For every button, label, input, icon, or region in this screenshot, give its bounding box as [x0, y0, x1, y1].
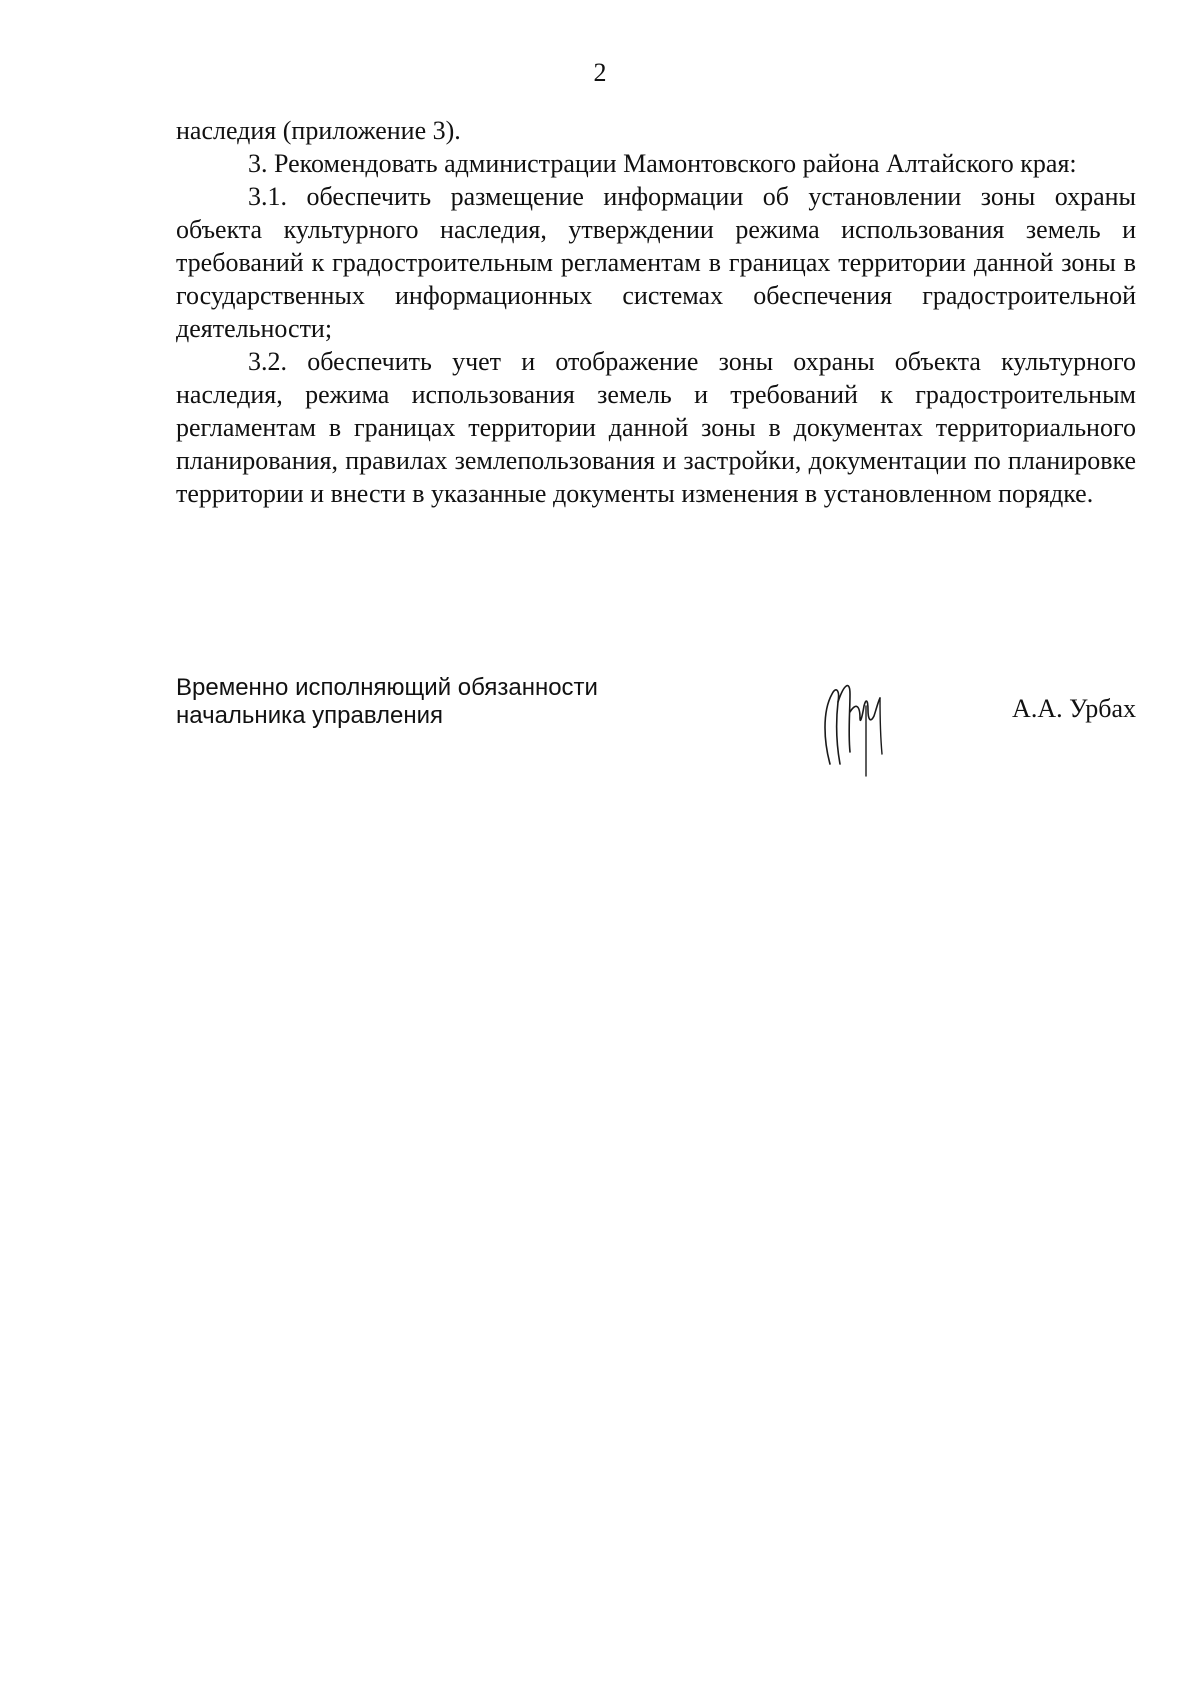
signatory-role-line-2: начальника управления — [176, 702, 444, 729]
handwritten-signature-icon — [816, 672, 904, 782]
signature-block — [176, 674, 1136, 784]
paragraph-item-3-1: 3.1. обеспечить размещение информации об установлении зоны охраны объекта культурного наследия, утверждении режима использования земель и требований к градостроительным регламентам в границах территории данной зоны в государственных информационных системах обеспечения градостроительной деятельности; — [176, 182, 1136, 343]
paragraph-item-3: 3. Рекомендовать администрации Мамонтовского района Алтайского края: — [248, 149, 1077, 178]
signatory-name: А.А. Урбах — [1012, 694, 1136, 723]
paragraph-item-3-2: 3.2. обеспечить учет и отображение зоны охраны объекта культурного наследия, режима использования земель и требований к градостроительным регламентам в границах территории данной зоны в документах территориального планирования, правилах землепользования и застройки, документации по планировке территории и внести в указанные документы изменения в установленном порядке. — [176, 347, 1136, 508]
document-body — [176, 114, 1136, 510]
paragraph-continuation: наследия (приложение 3). — [176, 116, 461, 145]
page-number: 2 — [593, 58, 607, 87]
signatory-role-line-1: Временно исполняющий обязанности — [176, 674, 598, 701]
signatory-role — [176, 674, 598, 730]
